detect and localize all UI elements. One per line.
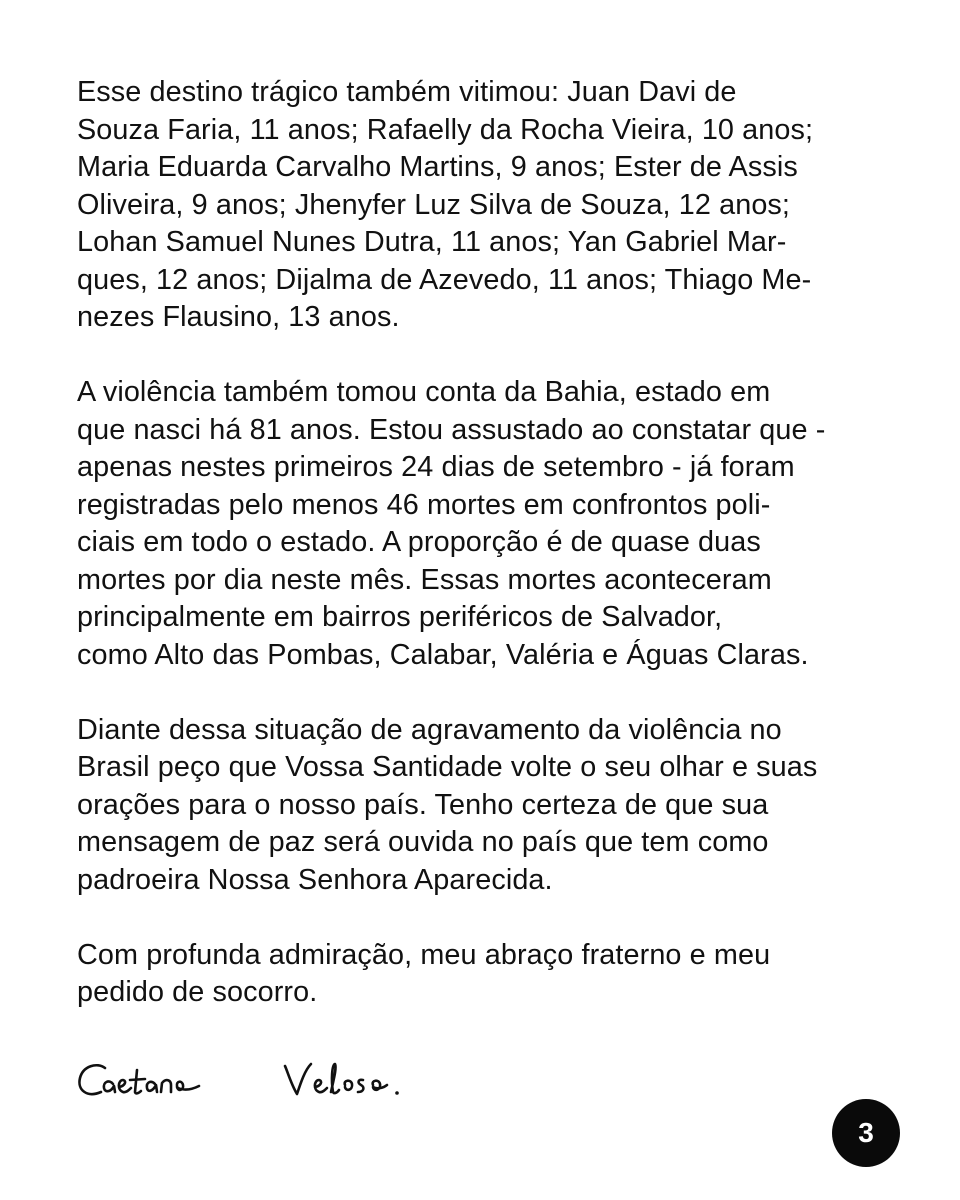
text-line: Lohan Samuel Nunes Dutra, 11 anos; Yan Gabriel Mar- bbox=[77, 226, 787, 258]
text-line: Maria Eduarda Carvalho Martins, 9 anos; Ester de Assis bbox=[77, 151, 798, 183]
handwritten-signature bbox=[75, 1052, 445, 1112]
text-line: ques, 12 anos; Dijalma de Azevedo, 11 anos; Thiago Me- bbox=[77, 263, 812, 296]
text-line: que nasci há 81 anos. Estou assustado ao constatar que - bbox=[77, 413, 826, 446]
paragraph-victims bbox=[77, 74, 887, 337]
paragraph-bahia bbox=[77, 374, 887, 674]
text-line: Oliveira, 9 anos; Jhenyfer Luz Silva de Souza, 12 anos; bbox=[77, 188, 791, 221]
text-line: Souza Faria, 11 anos; Rafaelly da Rocha Vieira, 10 anos; bbox=[77, 113, 814, 146]
text-line: Com profunda admiração, meu abraço fraterno e meu bbox=[77, 938, 771, 971]
text-line: mortes por dia neste mês. Essas mortes aconteceram bbox=[77, 563, 772, 596]
text-line: pedido de socorro. bbox=[77, 976, 318, 1008]
text-line: apenas nestes primeiros 24 dias de setembro - já foram bbox=[77, 451, 795, 483]
text-line: A violência também tomou conta da Bahia, estado em bbox=[77, 376, 771, 408]
paragraph-request bbox=[77, 712, 887, 900]
paragraph-closing bbox=[77, 937, 887, 1012]
text-line: principalmente em bairros periféricos de Salvador, bbox=[77, 601, 723, 633]
text-line: registradas pelo menos 46 mortes em confrontos poli- bbox=[77, 488, 771, 521]
text-line: orações para o nosso país. Tenho certeza de que sua bbox=[77, 788, 769, 821]
letter-body bbox=[77, 74, 887, 1049]
page-number-text: 3 bbox=[858, 1117, 874, 1148]
text-line: padroeira Nossa Senhora Aparecida. bbox=[77, 863, 553, 896]
text-line: ciais em todo o estado. A proporção é de quase duas bbox=[77, 526, 761, 558]
text-line: Diante dessa situação de agravamento da violência no bbox=[77, 713, 782, 746]
text-line: nezes Flausino, 13 anos. bbox=[77, 301, 400, 333]
text-line: como Alto das Pombas, Calabar, Valéria e Águas Claras. bbox=[77, 638, 809, 671]
text-line: Brasil peço que Vossa Santidade volte o seu olhar e suas bbox=[77, 751, 818, 783]
text-line: Esse destino trágico também vitimou: Juan Davi de bbox=[77, 76, 737, 108]
text-line: mensagem de paz será ouvida no país que tem como bbox=[77, 826, 769, 858]
page-number-badge bbox=[832, 1099, 900, 1167]
